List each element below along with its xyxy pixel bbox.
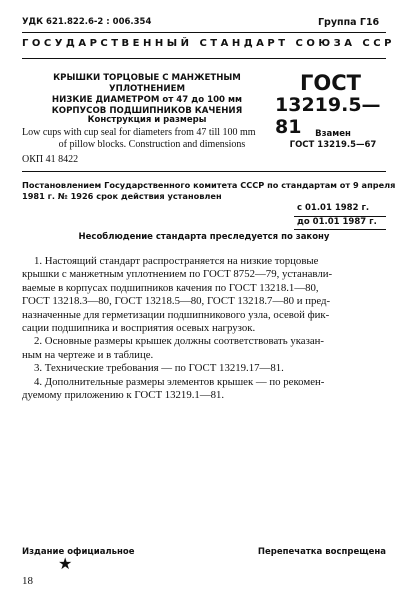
p1-line: крышки с манжетным уплотнением по ГОСТ 8752—79, устанавли- — [22, 268, 333, 281]
law-warning: Несоблюдение стандарта преследуется по закону — [78, 232, 330, 242]
english-title-line-1: Low cups with cup seal for diameters from 47 till 100 mm — [22, 127, 256, 138]
english-title — [22, 127, 282, 151]
group-code: Группа Г16 — [318, 17, 380, 28]
decree-line-1: Постановлением Государственного комитета СССР по стандартам от 9 апреля — [22, 180, 396, 190]
p2-line: 2. Основные размеры крышек должны соответствовать указан- — [34, 335, 325, 348]
gost-number: 13219.5—81 — [275, 94, 381, 138]
p1-line: назначенные для герметизации подшипникового узла, осевой фик- — [22, 308, 330, 321]
p4-line: 4. Дополнительные размеры элементов крышек — по рекомен- — [34, 375, 325, 388]
p1-line: ваемые в корпусах подшипников качения по ГОСТ 13218.1—80, — [22, 281, 319, 294]
top-rule — [22, 32, 386, 33]
effective-to: до 01.01 1987 г. — [297, 217, 377, 227]
p4-line: дуемому приложению к ГОСТ 13219.1—81. — [22, 389, 225, 402]
replaces-standard: ГОСТ 13219.5—67 — [289, 140, 377, 150]
p1-line: сации подшипника и восприятия осевых нагрузок. — [22, 322, 256, 335]
decree-line-2: 1981 г. № 1926 срок действия установлен — [22, 191, 222, 201]
title-line-3: КОРПУСОВ ПОДШИПНИКОВ КАЧЕНИЯ — [51, 106, 243, 116]
p3-line: 3. Технические требования — по ГОСТ 13219.17—81. — [34, 362, 284, 375]
state-standard-banner: ГОСУДАРСТВЕННЫЙ СТАНДАРТ СОЮЗА ССР — [22, 38, 395, 49]
udk-code: УДК 621.822.6-2 : 006.354 — [22, 17, 152, 27]
official-edition: Издание официальное — [22, 547, 135, 557]
title-subtitle: Конструкция и размеры — [87, 115, 207, 125]
title-line-2: НИЗКИЕ ДИАМЕТРОМ от 47 до 100 мм — [51, 95, 243, 105]
banner-rule — [22, 58, 386, 59]
p1-line: ГОСТ 13218.3—80, ГОСТ 13218.5—80, ГОСТ 13218.7—80 и пред- — [22, 295, 331, 308]
star-icon: ★ — [58, 554, 73, 573]
p1-line: 1. Настоящий стандарт распространяется на низкие торцовые — [34, 255, 319, 267]
title-block — [22, 73, 272, 117]
english-title-line-2: of pillow blocks. Construction and dimensions — [58, 139, 246, 150]
page-number: 18 — [22, 575, 33, 587]
body-text — [22, 255, 386, 402]
okp-code: ОКП 41 8422 — [22, 154, 79, 165]
replaces-label: Взамен — [315, 129, 351, 139]
effective-from: с 01.01 1982 г. — [297, 203, 370, 213]
title-line-1: КРЫШКИ ТОРЦОВЫЕ С МАНЖЕТНЫМ УПЛОТНЕНИЕМ — [53, 73, 241, 94]
p2-line: ным на чертеже и в таблице. — [22, 348, 154, 361]
effective-rule-2 — [294, 229, 386, 230]
gost-label: ГОСТ — [300, 71, 361, 95]
reprint-prohibited: Перепечатка воспрещена — [257, 547, 386, 557]
decree-rule — [22, 171, 386, 172]
